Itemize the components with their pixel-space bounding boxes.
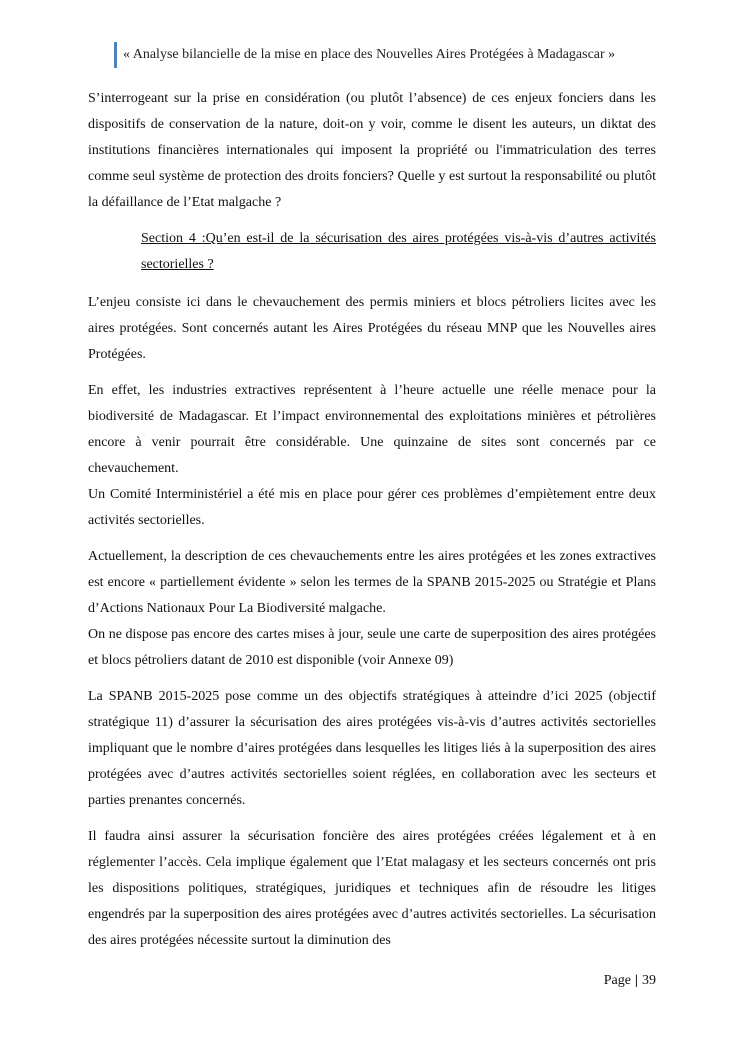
paragraph-description-chevauchements: Actuellement, la description de ces chevauchements entre les aires protégées et les zones extractives est encore « partiellement évidente » selon les termes de la SPANB 2015-2025 ou Stratégie et Plans d’Actions Nationaux Pour La Biodiversité malgache. <box>88 549 656 616</box>
header-accent-bar <box>114 42 117 68</box>
page-label: Page <box>603 973 631 988</box>
footer-separator: | <box>634 973 638 988</box>
paragraph-chevauchement: L’enjeu consiste ici dans le chevauchement des permis miniers et blocs pétroliers licites avec les aires protégées. Sont concernés autant les Aires Protégées du réseau MNP que les Nouvelles aires Protégées. <box>88 295 656 362</box>
paragraph-industries-extractives: En effet, les industries extractives représentent à l’heure actuelle une réelle menace pour la biodiversité de Madagascar. Et l’impact environnemental des exploitations minières et pétrolières encore à venir pourrait être considérable. Une quinzaine de sites sont concernés par ce chevauchement. <box>88 383 656 476</box>
paragraph-comite-interministeriel: Un Comité Interministériel a été mis en place pour gérer ces problèmes d’empiètement entre deux activités sectorielles. <box>88 487 656 528</box>
page-number: 39 <box>642 973 656 988</box>
paragraph-spanb-objectif: La SPANB 2015-2025 pose comme un des objectifs stratégiques à atteindre d’ici 2025 (objectif stratégique 11) d’assurer la sécurisation des aires protégées vis-à-vis d’autres activités sectorielles impliquant que le nombre d’aires protégées dans lesquelles les litiges liés à la superposition des aires protégées avec d’autres activités sectorielles soient réglées, en collaboration avec les secteurs et parties prenantes concernés. <box>88 689 656 808</box>
header-title: « Analyse bilancielle de la mise en place des Nouvelles Aires Protégées à Madagascar » <box>123 47 616 62</box>
paragraph-cartes: On ne dispose pas encore des cartes mises à jour, seule une carte de superposition des aires protégées et blocs pétroliers datant de 2010 est disponible (voir Annexe 09) <box>88 627 656 668</box>
section-4-heading: Section 4 :Qu’en est-il de la sécurisation des aires protégées vis-à-vis d’autres activités sectorielles ? <box>141 231 656 272</box>
paragraph-securisation-fonciere: Il faudra ainsi assurer la sécurisation foncière des aires protégées créées légalement et à en réglementer l’accès. Cela implique également que l’Etat malagasy et les secteurs concernés ont pris les dispositions politiques, stratégiques, juridiques et techniques afin de résoudre les litiges engendrés par la superposition des aires protégées avec d’autres activités sectorielles. La sécurisation des aires protégées nécessite surtout la diminution des <box>88 829 656 948</box>
page-footer <box>604 973 656 989</box>
paragraph-enjeux-fonciers: S’interrogeant sur la prise en considération (ou plutôt l’absence) de ces enjeux fonciers dans les dispositifs de conservation de la nature, doit-on y voir, comme le disent les auteurs, un diktat des institutions financières internationales qui imposent la propriété ou l'immatriculation des terres comme seul système de protection des droits fonciers? Quelle y est surtout la responsabilité ou plutôt la défaillance de l’Etat malgache ? <box>88 91 656 210</box>
page-body <box>88 86 656 964</box>
running-header <box>114 42 615 68</box>
